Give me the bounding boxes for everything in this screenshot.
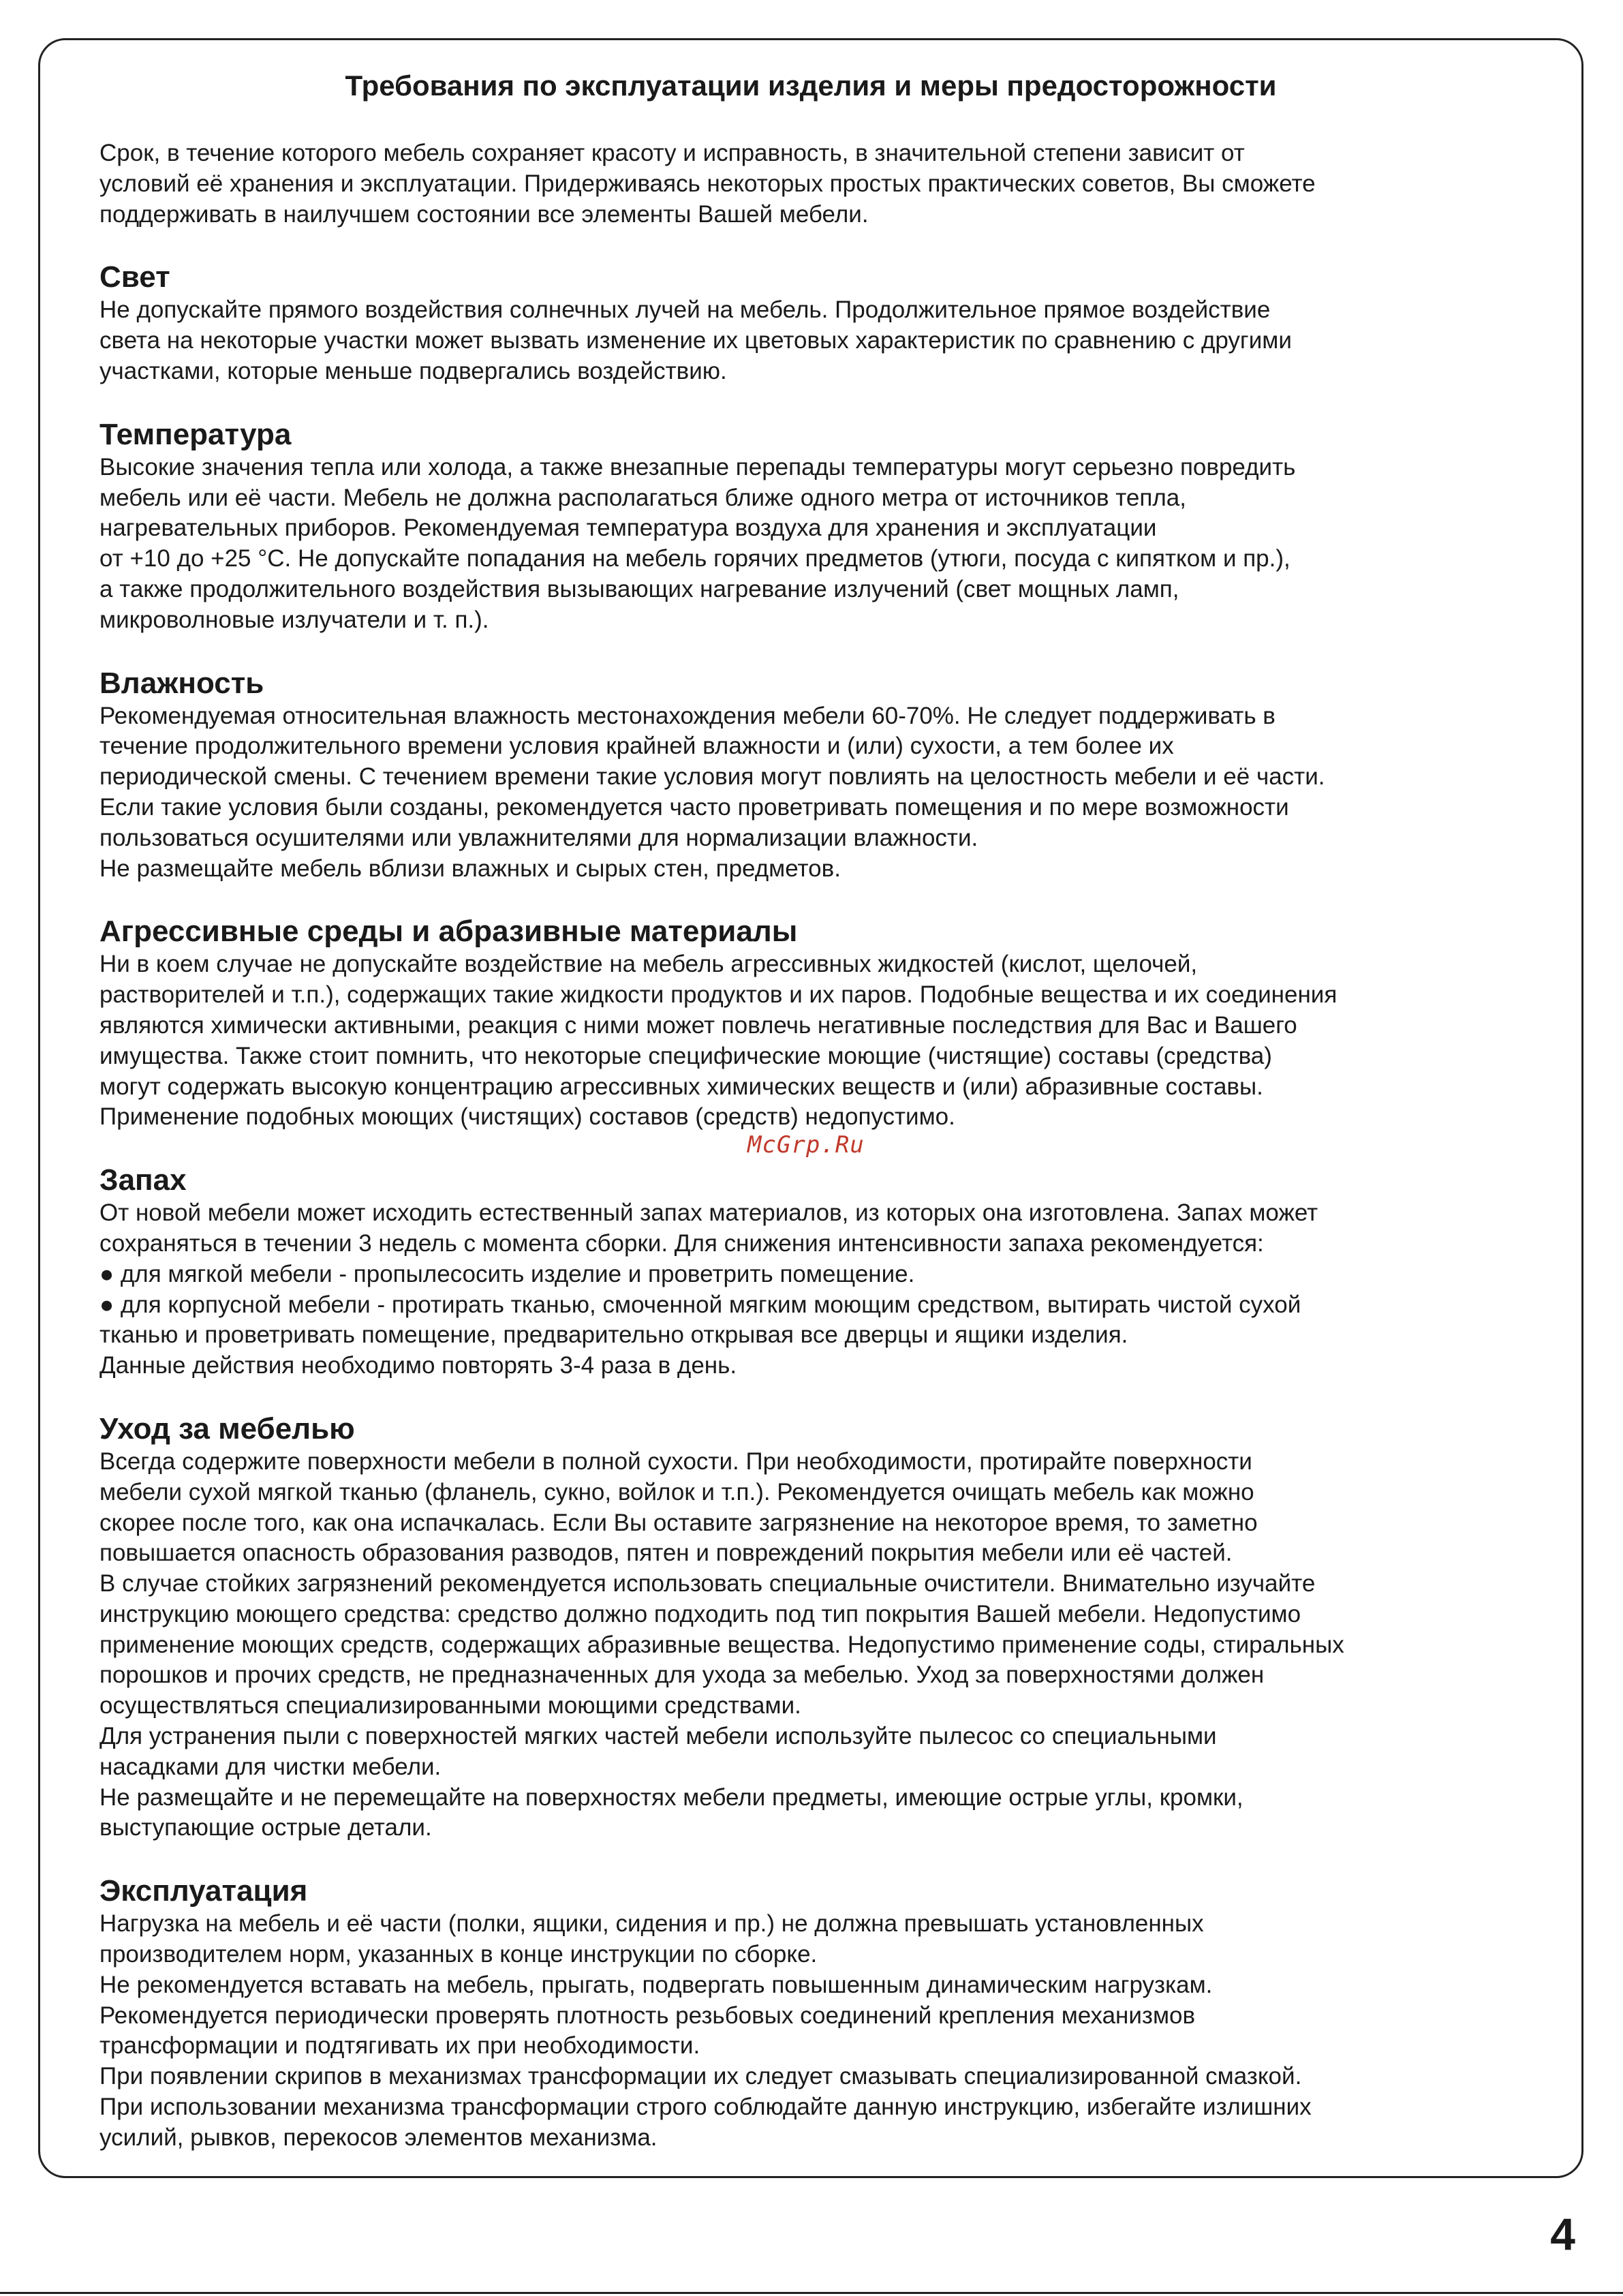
section-heading: Температура xyxy=(99,417,292,451)
page-number: 4 xyxy=(1550,2209,1575,2259)
section-light xyxy=(99,260,1544,386)
section-heading: Эксплуатация xyxy=(99,1874,308,1908)
section-heading: Влажность xyxy=(99,666,264,700)
section-heading: Свет xyxy=(99,260,170,294)
section-odor xyxy=(99,1163,1544,1381)
section-temperature xyxy=(99,417,1544,636)
intro-paragraph: Срок, в течение которого мебель сохраняет красоту и исправность, в значительной степени зависит от условий её хранения и эксплуатации. Придерживаясь некоторых простых практических советов, Вы сможете поддерживать в наилучшем состоянии все элементы Вашей мебели. xyxy=(99,140,1316,228)
section-body: От новой мебели может исходить естественный запах материалов, из которых она изготовлена. Запах может сохраняться в течении 3 недель с момента сборки. Для снижения интенсивности запаха рекомендуется: ● для мягкой мебели - пропылесосить изделие и проветрить помещение. ● для корпусной мебели - протирать тканью, смоченной мягким моющим средством, вытирать чистой сухой тканью и проветривать помещение, предварительно открывая все дверцы и ящики изделия. Данные действия необходимо повторять 3-4 раза в день. xyxy=(99,1199,1318,1379)
section-body: Нагрузка на мебель и её части (полки, ящики, сидения и пр.) не должна превышать установленных производителем норм, указанных в конце инструкции по сборке. Не рекомендуется вставать на мебель, прыгать, подвергать повышенным динамическим нагрузкам. Рекомендуется периодически проверять плотность резьбовых соединений крепления механизмов трансформации и подтягивать их при необходимости. При появлении скрипов в механизмах трансформации их следует смазывать специализированной смазкой. При использовании механизма трансформации строго соблюдайте данную инструкцию, избегайте излишних усилий, рывков, перекосов элементов механизма. xyxy=(99,1910,1312,2151)
section-heading: Запах xyxy=(99,1163,187,1197)
document-title: Требования по эксплуатации изделия и меры предосторожности xyxy=(345,70,1277,102)
section-body: Не допускайте прямого воздействия солнечных лучей на мебель. Продолжительное прямое воздействие света на некоторые участки может вызвать изменение их цветовых характеристик по сравнению с другими участками, которые меньше подвергались воздействию. xyxy=(99,296,1292,384)
watermark: McGrp.Ru xyxy=(747,1131,865,1159)
section-body: Всегда содержите поверхности мебели в полной сухости. При необходимости, протирайте поверхности мебели сухой мягкой тканью (фланель, сукно, войлок и т.п.). Рекомендуется очищать мебель как можно скорее после того, как она испачкалась. Если Вы оставите загрязнение на некоторое время, то заметно повышается опасность образования разводов, пятен и повреждений покрытия мебели или её частей. В случае стойких загрязнений рекомендуется использовать специальные очистители. Внимательно изучайте инструкцию моющего средства: средство должно подходить под тип покрытия Вашей мебели. Недопустимо применение моющих средств, содержащих абразивные вещества. Недопустимо применение соды, стиральных порошков и прочих средств, не предназначенных для ухода за мебелью. Уход за поверхностями должен осуществляться специализированными моющими средствами. Для устранения пыли с поверхностей мягких частей мебели используйте пылесос со специальными насадками для чистки мебели. Не размещайте и не перемещайте на поверхностях мебели предметы, имеющие острые углы, кромки, выступающие острые детали. xyxy=(99,1448,1344,1841)
section-heading: Агрессивные среды и абразивные материалы xyxy=(99,915,798,949)
section-operation xyxy=(99,1873,1544,2153)
section-body: Высокие значения тепла или холода, а также внезапные перепады температуры могут серьезно повредить мебель или её части. Мебель не должна располагаться ближе одного метра от источников тепла, нагревательных приборов. Рекомендуемая температура воздуха для хранения и эксплуатации от +10 до +25 °С. Не допускайте попадания на мебель горячих предметов (утюги, посуда с кипятком и пр.), а также продолжительного воздействия вызывающих нагревание излучений (свет мощных ламп, микроволновые излучатели и т. п.). xyxy=(99,453,1296,633)
section-aggressive-media xyxy=(99,914,1544,1133)
section-humidity xyxy=(99,666,1544,885)
section-body: Ни в коем случае не допускайте воздействие на мебель агрессивных жидкостей (кислот, щелочей, растворителей и т.п.), содержащих такие жидкости продуктов и их паров. Подобные вещества и их соединения являются химически активными, реакция с ними может повлечь негативные последствия для Вас и Вашего имущества. Также стоит помнить, что некоторые специфические моющие (чистящие) составы (средства) могут содержать высокую концентрацию агрессивных химических веществ и (или) абразивные составы. Применение подобных моющих (чистящих) составов (средств) недопустимо. xyxy=(99,951,1338,1131)
section-body: Рекомендуемая относительная влажность местонахождения мебели 60-70%. Не следует поддерживать в течение продолжительного времени условия крайней влажности и (или) сухости, а тем более их периодической смены. С течением времени такие условия могут повлиять на целостность мебели и её части. Если такие условия были созданы, рекомендуется часто проветривать помещения и по мере возможности пользоваться осушителями или увлажнителями для нормализации влажности. Не размещайте мебель вблизи влажных и сырых стен, предметов. xyxy=(99,702,1325,882)
bottom-divider xyxy=(0,2292,1623,2294)
section-heading: Уход за мебелью xyxy=(99,1411,355,1445)
section-furniture-care xyxy=(99,1411,1544,1843)
